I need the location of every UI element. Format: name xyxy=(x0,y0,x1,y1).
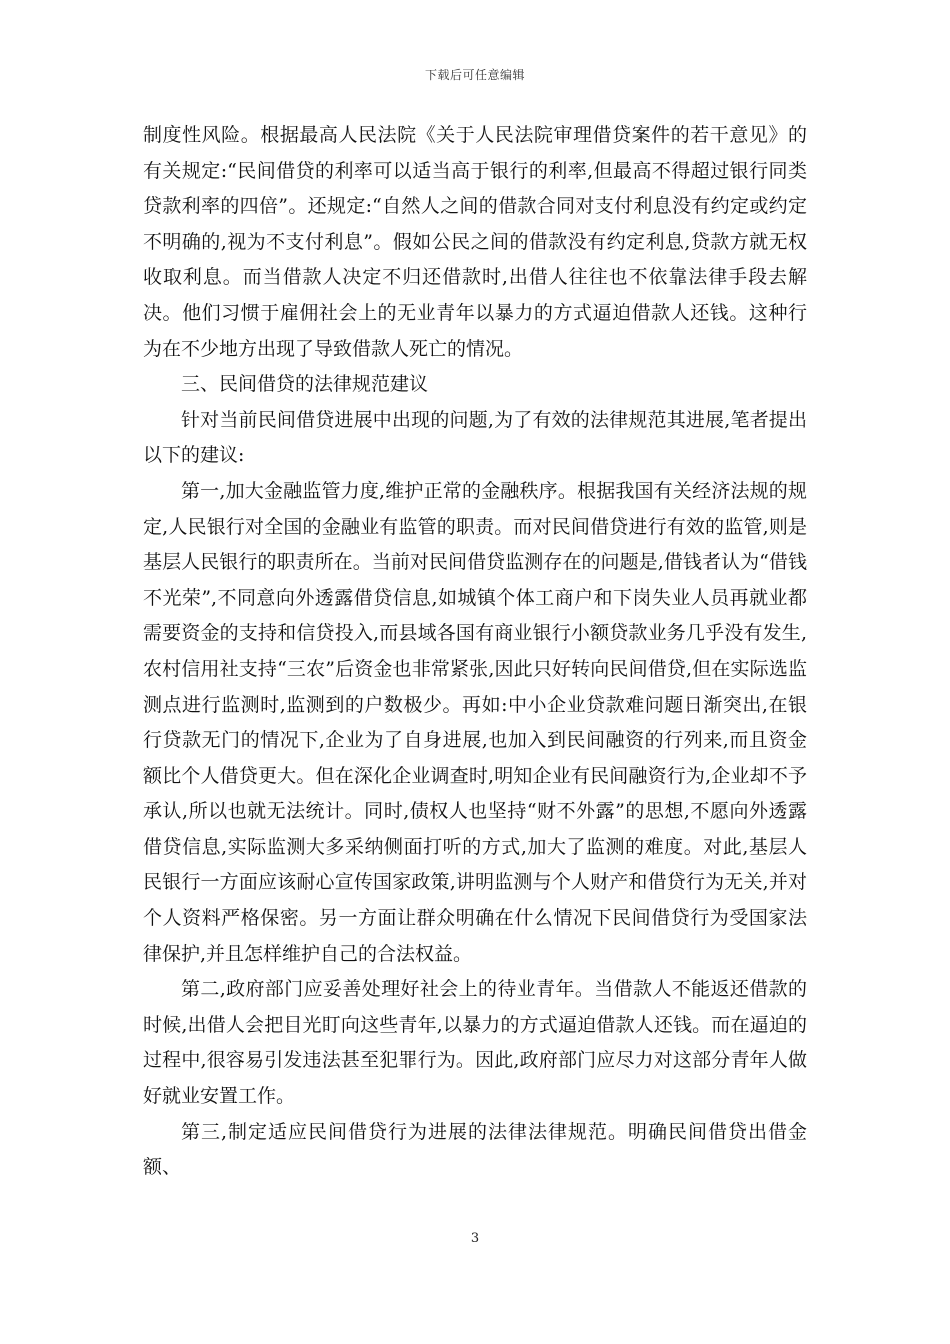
page-header: 下载后可任意编辑 xyxy=(424,68,525,82)
paragraph-second-suggestion: 第二,政府部门应妥善处理好社会上的待业青年。当借款人不能返还借款的时候,出借人会把目光盯向这些青年,以暴力的方式逼迫借款人还钱。而在逼迫的过程中,很容易引发违法甚至犯罪行为。因此,政府部门应尽力对这部分青年人做好就业安置工作。 xyxy=(143,978,807,1108)
paragraph-1: 制度性风险。根据最高人民法院《关于人民法院审理借贷案件的若干意见》的有关规定:“民间借贷的利率可以适当高于银行的利率,但最高不得超过银行同类贷款利率的四倍”。还规定:“自然人之间的借款合同对支付利息没有约定或约定不明确的,视为不支付利息”。假如公民之间的借款没有约定利息,贷款方就无权收取利息。而当借款人决定不归还借款时,出借人往往也不依靠法律手段去解决。他们习惯于雇佣社会上的无业青年以暴力的方式逼迫借款人还钱。这种行为在不少地方出现了导致借款人死亡的情况。 xyxy=(143,124,807,360)
document-body xyxy=(143,118,807,1186)
paragraph-third-suggestion: 第三,制定适应民间借贷行为进展的法律法律规范。明确民间借贷出借金额、 xyxy=(143,1120,807,1179)
section-heading: 三、民间借贷的法律规范建议 xyxy=(181,373,429,396)
page-number: 3 xyxy=(470,1231,480,1246)
paragraph-intro: 针对当前民间借贷进展中出现的问题,为了有效的法律规范其进展,笔者提出以下的建议: xyxy=(143,408,807,467)
paragraph-first-suggestion: 第一,加大金融监管力度,维护正常的金融秩序。根据我国有关经济法规的规定,人民银行对全国的金融业有监管的职责。而对民间借贷进行有效的监管,则是基层人民银行的职责所在。当前对民间借贷监测存在的问题是,借钱者认为“借钱不光荣”,不同意向外透露借贷信息,如城镇个体工商户和下岗失业人员再就业都需要资金的支持和信贷投入,而县域各国有商业银行小额贷款业务几乎没有发生,农村信用社支持“三农”后资金也非常紧张,因此只好转向民间借贷,但在实际选监测点进行监测时,监测到的户数极少。再如:中小企业贷款难问题日渐突出,在银行贷款无门的情况下,企业为了自身进展,也加入到民间融资的行列来,而且资金额比个人借贷更大。但在深化企业调查时,明知企业有民间融资行为,企业却不予承认,所以也就无法统计。同时,债权人也坚持“财不外露”的思想,不愿向外透露借贷信息,实际监测大多采纳侧面打听的方式,加大了监测的难度。对此,基层人民银行一方面应该耐心宣传国家政策,讲明监测与个人财产和借贷行为无关,并对个人资料严格保密。另一方面让群众明确在什么情况下民间借贷行为受国家法律保护,并且怎样维护自己的合法权益。 xyxy=(143,479,807,965)
